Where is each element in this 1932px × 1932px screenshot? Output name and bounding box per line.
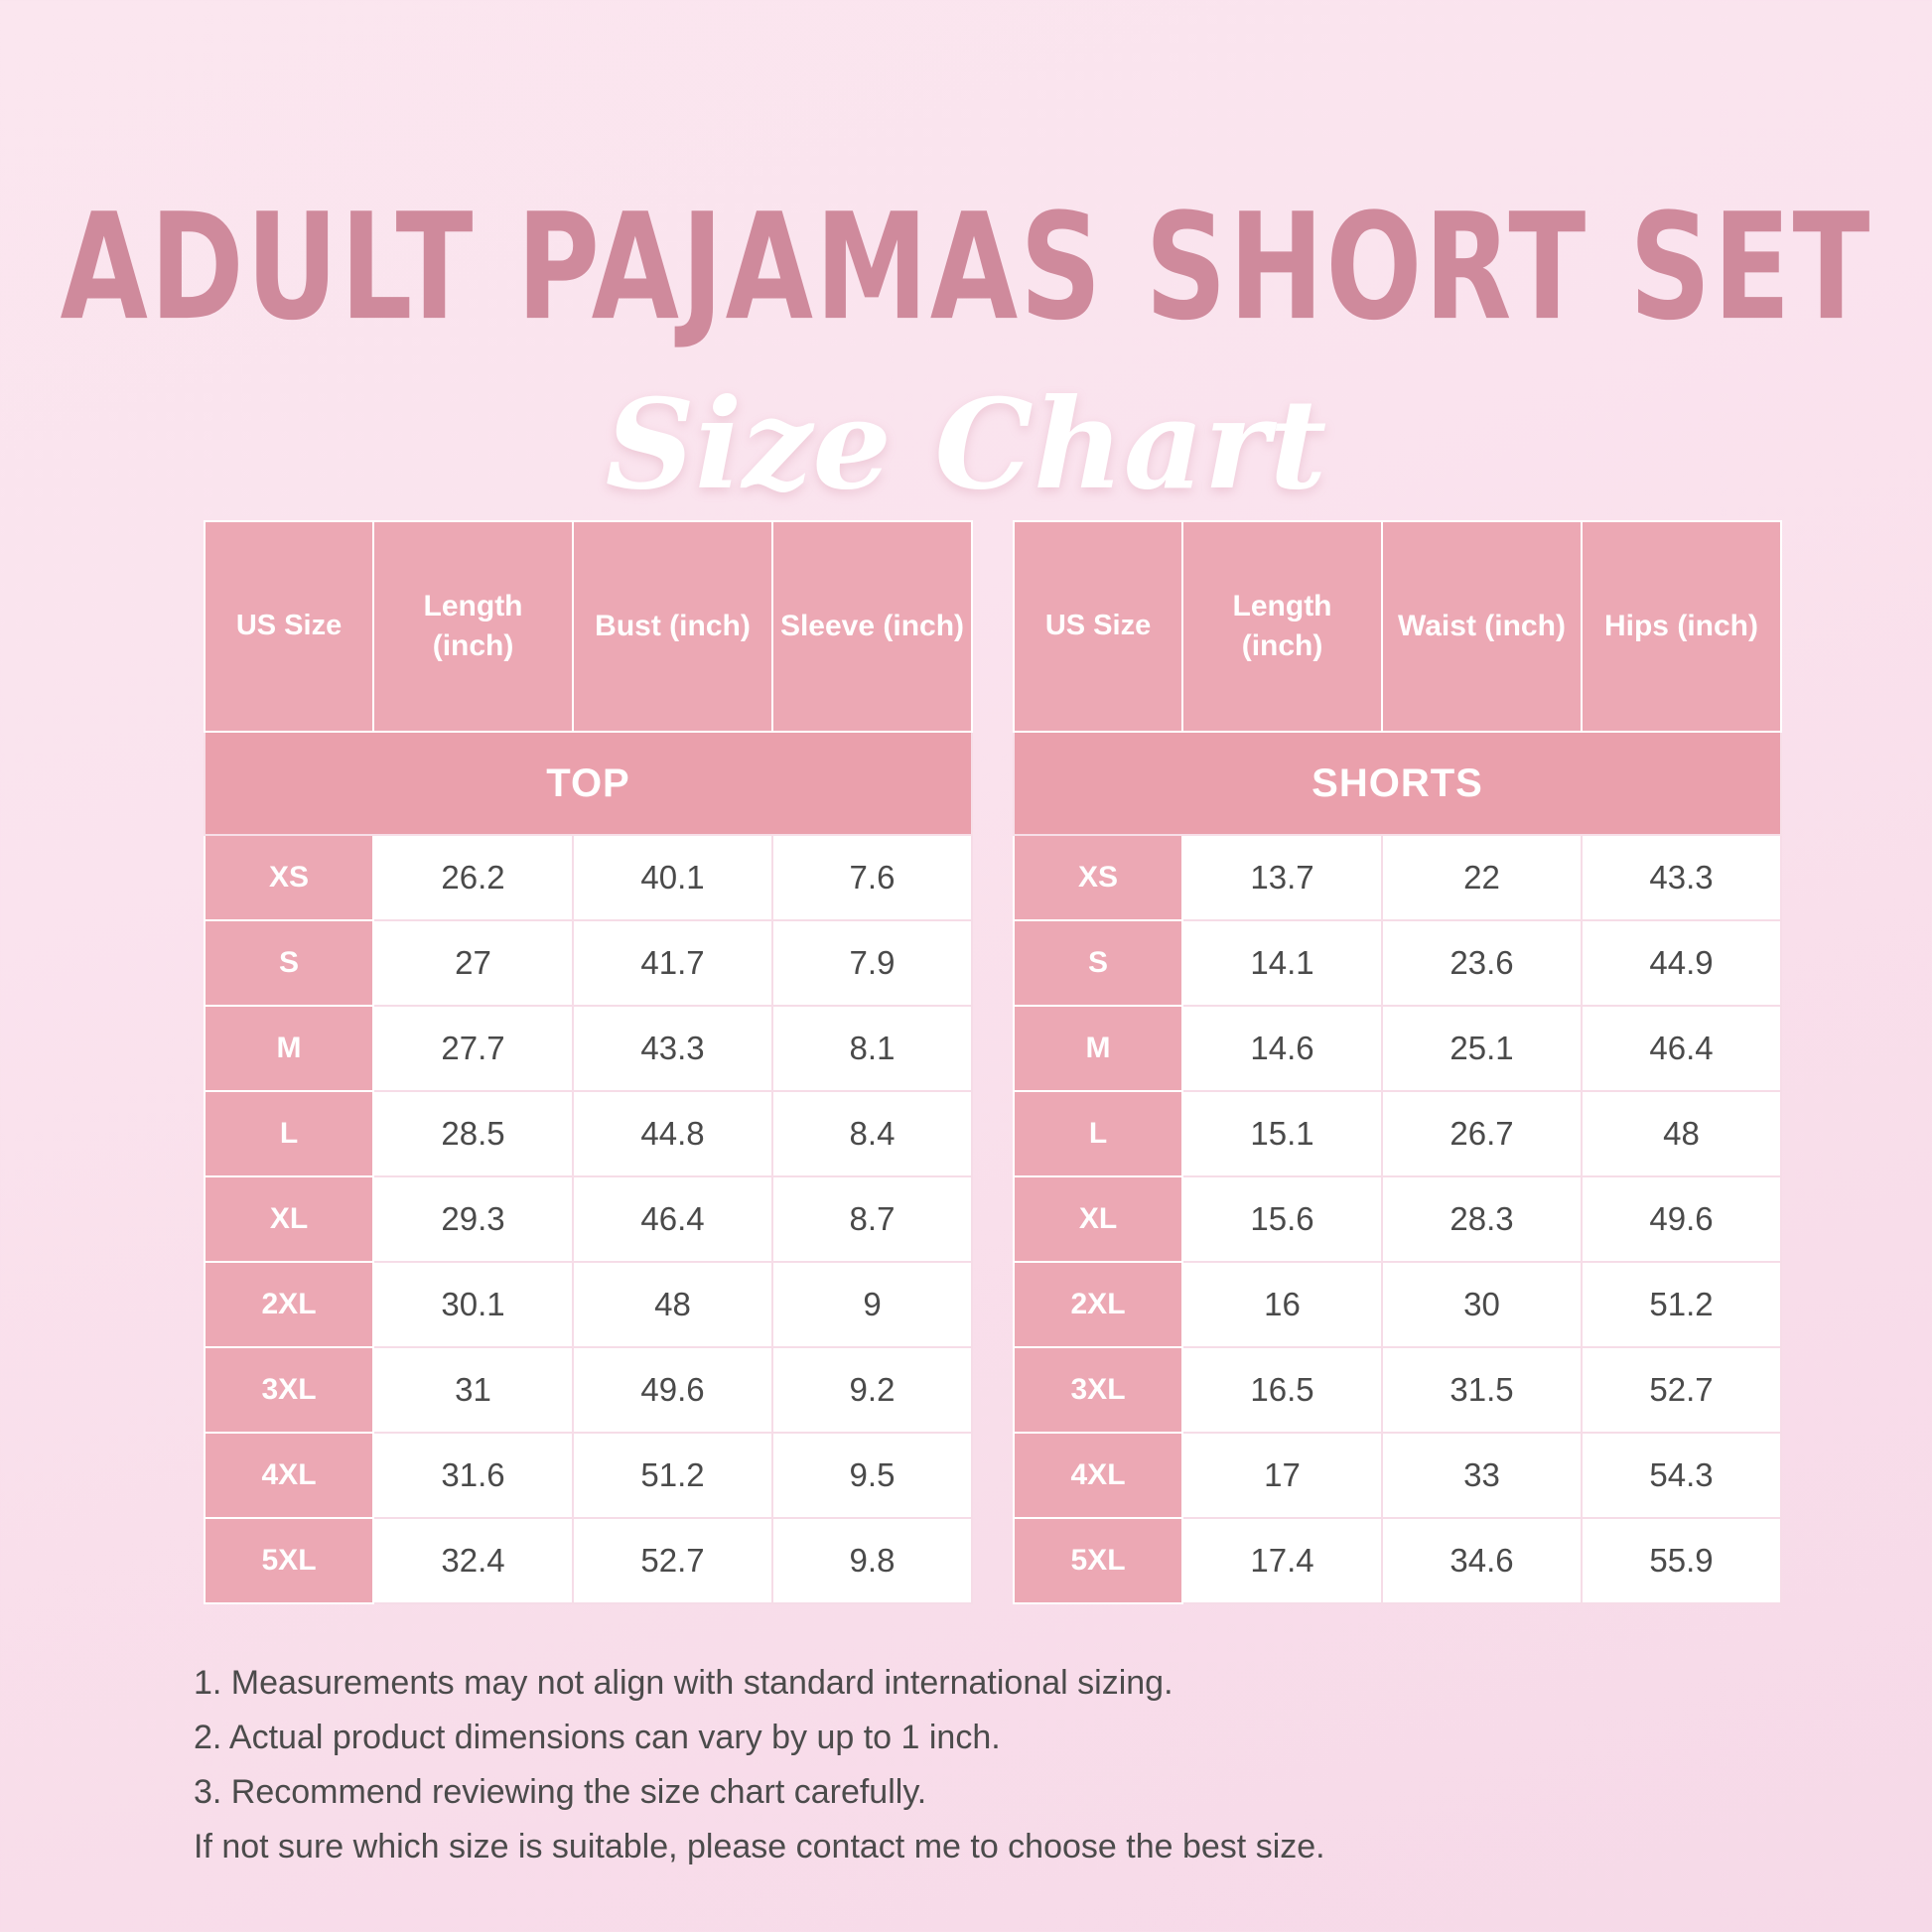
table-row	[1014, 1006, 1781, 1091]
size-label: XS	[205, 835, 373, 920]
column-header-waist: Waist (inch)	[1382, 521, 1582, 732]
cell-length: 16.5	[1182, 1347, 1382, 1433]
cell-length: 15.1	[1182, 1091, 1382, 1176]
page-subtitle: Size Chart	[605, 372, 1327, 517]
cell-length: 13.7	[1182, 835, 1382, 920]
cell-length: 17.4	[1182, 1518, 1382, 1603]
table-title-row	[1014, 732, 1781, 835]
cell-sleeve: 9.5	[772, 1433, 972, 1518]
notes-block	[194, 1656, 1782, 1874]
size-label: 4XL	[205, 1433, 373, 1518]
note-line: 1. Measurements may not align with standard international sizing.	[194, 1664, 1173, 1702]
cell-bust: 48	[573, 1262, 772, 1347]
cell-length: 29.3	[373, 1176, 573, 1262]
note-line: 2. Actual product dimensions can vary by up to 1 inch.	[194, 1719, 1001, 1757]
size-label: XS	[1014, 835, 1182, 920]
cell-waist: 23.6	[1382, 920, 1582, 1006]
size-label: 5XL	[205, 1518, 373, 1603]
cell-hips: 44.9	[1582, 920, 1781, 1006]
cell-length: 27.7	[373, 1006, 573, 1091]
cell-hips: 43.3	[1582, 835, 1781, 920]
column-header-bust: Bust (inch)	[573, 521, 772, 732]
size-label: M	[205, 1006, 373, 1091]
table-row	[1014, 1347, 1781, 1433]
cell-length: 15.6	[1182, 1176, 1382, 1262]
cell-waist: 34.6	[1382, 1518, 1582, 1603]
table-row	[1014, 835, 1781, 920]
cell-length: 17	[1182, 1433, 1382, 1518]
page-title: ADULT PAJAMAS SHORT SET	[60, 183, 1872, 353]
table-row	[205, 920, 972, 1006]
cell-waist: 33	[1382, 1433, 1582, 1518]
cell-length: 32.4	[373, 1518, 573, 1603]
size-label: L	[1014, 1091, 1182, 1176]
cell-length: 26.2	[373, 835, 573, 920]
size-label: 5XL	[1014, 1518, 1182, 1603]
cell-waist: 26.7	[1382, 1091, 1582, 1176]
cell-sleeve: 7.9	[772, 920, 972, 1006]
size-tables	[204, 520, 1782, 1604]
top-table-header	[205, 521, 972, 732]
cell-sleeve: 8.1	[772, 1006, 972, 1091]
cell-hips: 54.3	[1582, 1433, 1781, 1518]
table-row	[1014, 1176, 1781, 1262]
cell-waist: 25.1	[1382, 1006, 1582, 1091]
cell-length: 27	[373, 920, 573, 1006]
column-header-us-size: US Size	[1014, 521, 1182, 732]
top-table-wrapper	[204, 520, 973, 1604]
table-row	[205, 1091, 972, 1176]
cell-length: 28.5	[373, 1091, 573, 1176]
table-row	[205, 1262, 972, 1347]
cell-bust: 43.3	[573, 1006, 772, 1091]
table-row	[205, 1006, 972, 1091]
table-row	[205, 835, 972, 920]
cell-sleeve: 9.8	[772, 1518, 972, 1603]
table-row	[1014, 1091, 1781, 1176]
cell-bust: 41.7	[573, 920, 772, 1006]
title-block	[0, 183, 1932, 517]
top-size-table	[204, 520, 973, 1604]
note-line: 3. Recommend reviewing the size chart carefully.	[194, 1773, 927, 1812]
cell-length: 31.6	[373, 1433, 573, 1518]
cell-sleeve: 7.6	[772, 835, 972, 920]
cell-waist: 28.3	[1382, 1176, 1582, 1262]
cell-bust: 51.2	[573, 1433, 772, 1518]
cell-length: 14.1	[1182, 920, 1382, 1006]
cell-bust: 52.7	[573, 1518, 772, 1603]
cell-hips: 49.6	[1582, 1176, 1781, 1262]
column-header-length: Length (inch)	[373, 521, 573, 732]
cell-length: 30.1	[373, 1262, 573, 1347]
cell-bust: 44.8	[573, 1091, 772, 1176]
cell-sleeve: 8.4	[772, 1091, 972, 1176]
table-row	[205, 1347, 972, 1433]
column-header-hips: Hips (inch)	[1582, 521, 1781, 732]
cell-length: 14.6	[1182, 1006, 1382, 1091]
size-label: 2XL	[1014, 1262, 1182, 1347]
top-table-title: TOP	[205, 732, 972, 835]
table-row	[205, 1518, 972, 1603]
size-label: 4XL	[1014, 1433, 1182, 1518]
cell-waist: 22	[1382, 835, 1582, 920]
cell-bust: 46.4	[573, 1176, 772, 1262]
size-label: L	[205, 1091, 373, 1176]
table-row	[1014, 1262, 1781, 1347]
cell-length: 16	[1182, 1262, 1382, 1347]
shorts-table-header	[1014, 521, 1781, 732]
size-label: XL	[205, 1176, 373, 1262]
shorts-size-table	[1013, 520, 1782, 1604]
cell-waist: 31.5	[1382, 1347, 1582, 1433]
cell-sleeve: 9	[772, 1262, 972, 1347]
column-header-sleeve: Sleeve (inch)	[772, 521, 972, 732]
cell-hips: 48	[1582, 1091, 1781, 1176]
column-header-length: Length (inch)	[1182, 521, 1382, 732]
column-header-us-size: US Size	[205, 521, 373, 732]
size-label: 3XL	[205, 1347, 373, 1433]
table-row	[1014, 1518, 1781, 1603]
size-label: S	[205, 920, 373, 1006]
cell-hips: 51.2	[1582, 1262, 1781, 1347]
size-label: XL	[1014, 1176, 1182, 1262]
shorts-table-wrapper	[1013, 520, 1782, 1604]
cell-bust: 40.1	[573, 835, 772, 920]
cell-hips: 52.7	[1582, 1347, 1781, 1433]
table-title-row	[205, 732, 972, 835]
size-label: 2XL	[205, 1262, 373, 1347]
cell-hips: 46.4	[1582, 1006, 1781, 1091]
cell-bust: 49.6	[573, 1347, 772, 1433]
cell-sleeve: 9.2	[772, 1347, 972, 1433]
size-label: 3XL	[1014, 1347, 1182, 1433]
cell-length: 31	[373, 1347, 573, 1433]
shorts-table-body	[1014, 835, 1781, 1603]
table-row	[205, 1176, 972, 1262]
cell-waist: 30	[1382, 1262, 1582, 1347]
size-label: S	[1014, 920, 1182, 1006]
shorts-table-title: SHORTS	[1014, 732, 1781, 835]
top-table-body	[205, 835, 972, 1603]
table-row	[1014, 920, 1781, 1006]
size-label: M	[1014, 1006, 1182, 1091]
cell-sleeve: 8.7	[772, 1176, 972, 1262]
table-row	[205, 1433, 972, 1518]
note-line: If not sure which size is suitable, please contact me to choose the best size.	[194, 1828, 1325, 1866]
cell-hips: 55.9	[1582, 1518, 1781, 1603]
table-row	[1014, 1433, 1781, 1518]
